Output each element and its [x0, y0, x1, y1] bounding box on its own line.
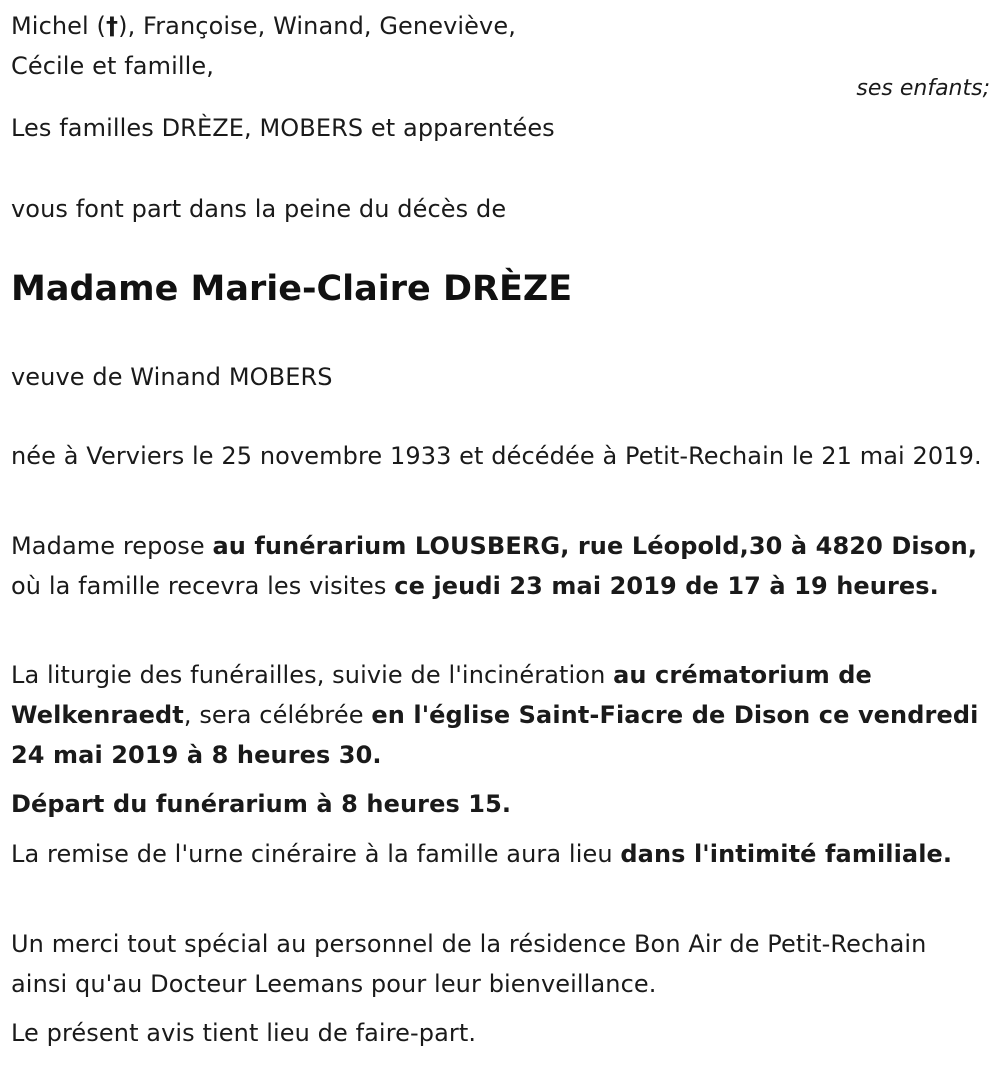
- urn-text: La remise de l'urne cinéraire à la famille aura lieu: [11, 840, 621, 868]
- urn-paragraph: [11, 834, 986, 874]
- cross-icon: †: [106, 12, 119, 40]
- liturgy-text-1: La liturgie des funérailles, suivie de l'incinération: [11, 661, 614, 689]
- children-label: ses enfants;: [856, 76, 990, 101]
- deceased-name: Madame Marie-Claire DRÈZE: [11, 269, 573, 309]
- thanks-paragraph: Un merci tout spécial au personnel de la résidence Bon Air de Petit-Rechain ainsi qu'au Docteur Leemans pour leur bienveillance.: [11, 930, 927, 998]
- departure-line: Départ du funérarium à 8 heures 15.: [11, 790, 512, 818]
- children-line1-start: Michel (: [11, 12, 107, 40]
- urn-intimacy: dans l'intimité familiale.: [620, 840, 953, 868]
- closing-line: Le présent avis tient lieu de faire-part.: [11, 1019, 477, 1047]
- repose-text-1: Madame repose: [11, 532, 213, 560]
- children-names: [11, 6, 986, 86]
- liturgy-text-2: , sera célébrée: [183, 701, 372, 729]
- repose-visit-time: ce jeudi 23 mai 2019 de 17 à 19 heures.: [394, 572, 939, 600]
- children-line1-rest: ), Françoise, Winand, Geneviève,: [118, 12, 516, 40]
- repose-location: au funérarium LOUSBERG, rue Léopold,30 à 4820 Dison,: [212, 532, 978, 560]
- liturgy-church-time: en l'église Saint-Fiacre de Dison ce vendredi 24 mai 2019 à 8 heures 30.: [11, 701, 979, 769]
- birth-death-paragraph: née à Verviers le 25 novembre 1933 et décédée à Petit-Rechain le 21 mai 2019.: [11, 442, 982, 470]
- children-line2: Cécile et famille,: [11, 52, 214, 80]
- widow-line: veuve de Winand MOBERS: [11, 363, 333, 391]
- liturgy-crematorium: au crématorium de Welkenraedt: [11, 661, 872, 729]
- announcement-line: vous font part dans la peine du décès de: [11, 195, 507, 223]
- families-line: Les familles DRÈZE, MOBERS et apparentées: [11, 114, 555, 142]
- repose-text-2: où la famille recevra les visites: [11, 572, 395, 600]
- liturgy-paragraph: [11, 655, 986, 775]
- repose-paragraph: [11, 526, 986, 606]
